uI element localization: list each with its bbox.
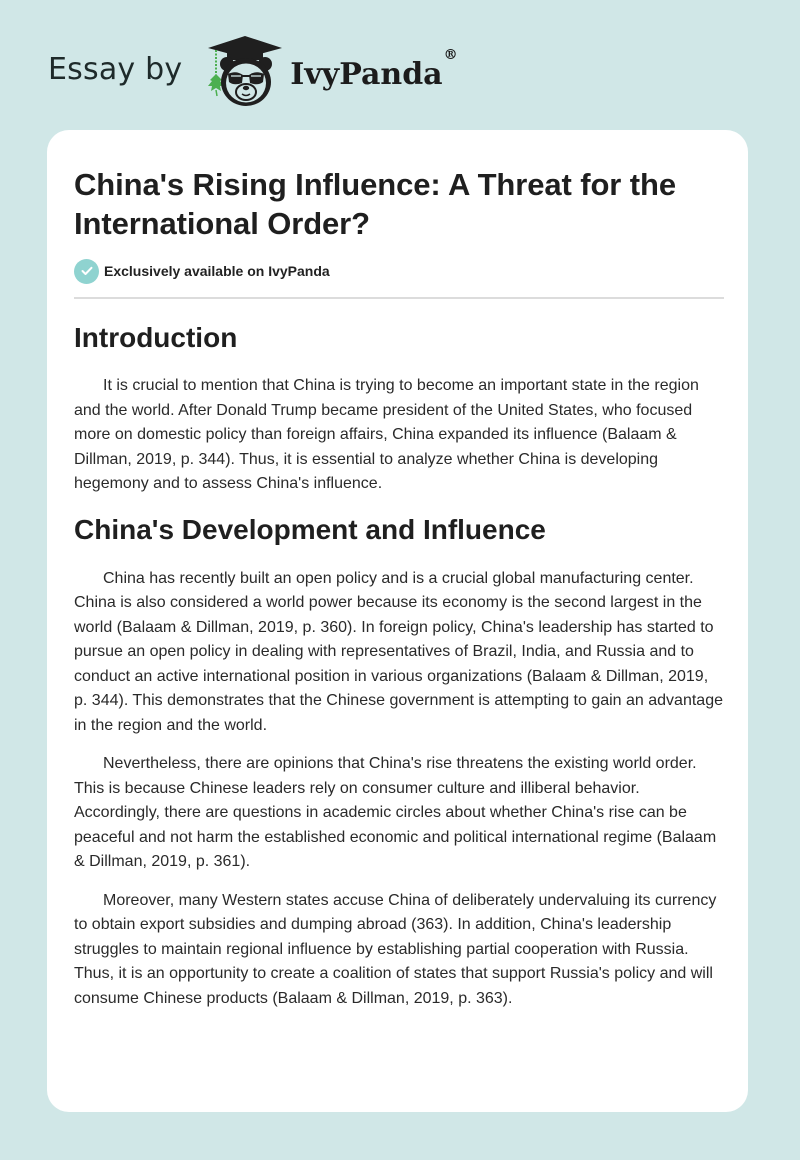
section-introduction <box>74 321 724 497</box>
paragraph: Moreover, many Western states accuse China of deliberately undervaluing its currency to obtain export subsidies and dumping abroad (363). In addition, China's leadership struggles to maintain regional influence by establishing partial cooperation with Russia. Thus, it is an opportunity to create a coalition of states that support Russia's policy and will consume Chinese products (Balaam & Dillman, 2019, p. 363). <box>74 891 717 1007</box>
section-development-and-influence <box>74 513 724 1012</box>
brand-name: IvyPanda® <box>290 46 458 92</box>
paragraph: It is crucial to mention that China is trying to become an important state in the region and the world. After Donald Trump became president of the United States, who focused more on domestic policy than foreign affairs, China expanded its influence (Balaam & Dillman, 2019, p. 344). Thus, it is essential to analyze whether China is developing hegemony and to assess China's influence. <box>74 377 699 492</box>
essay-card <box>47 130 748 1112</box>
paragraph: Nevertheless, there are opinions that China's rise threatens the existing world order. This is because Chinese leaders rely on consumer culture and illiberal behavior. Accordingly, there are questions in academic circles about whether China's rise can be peaceful and not harm the established economic and political international regime (Balaam & Dillman, 2019, p. 361). <box>74 755 717 870</box>
exclusive-label: Exclusively available on IvyPanda <box>104 263 330 279</box>
paragraph: China has recently built an open policy and is a crucial global manufacturing center. China is also considered a world power because its economy is the second largest in the world (Balaam & Dillman, 2019, p. 360). In foreign policy, China's leadership has started to pursue an open policy in dealing with representatives of Brazil, India, and Russia and to conduct an active international position in various organizations (Balaam & Dillman, 2019, p. 344). This demonstrates that the Chinese government is attempting to gain an advantage in the region and the world. <box>74 569 723 734</box>
ivypanda-logo-link[interactable] <box>200 34 457 110</box>
exclusive-badge <box>74 258 724 284</box>
essay-by-label: Essay by <box>48 51 183 87</box>
panda-graduate-icon <box>200 34 288 110</box>
essay-content <box>74 165 724 1011</box>
page-title: China's Rising Influence: A Threat for the International Order? <box>74 167 676 241</box>
section-heading: Introduction <box>74 322 238 353</box>
divider <box>74 297 724 299</box>
check-circle-icon <box>74 259 99 284</box>
site-header <box>48 34 458 110</box>
section-heading: China's Development and Influence <box>74 513 546 545</box>
